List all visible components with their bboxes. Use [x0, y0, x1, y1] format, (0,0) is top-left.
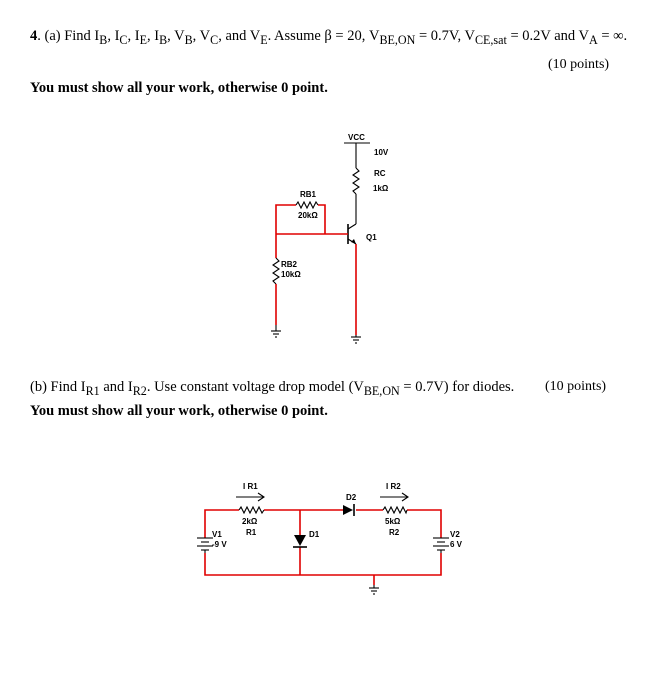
question-b: (b) Find $I_{R1}$ and $I_{R2}$. Use constant voltage drop model $(V_{BE,ON} = 0.7V)$ for diodes. [30, 379, 515, 398]
v2-value: 6 V [450, 540, 463, 549]
v1-battery [197, 538, 213, 553]
instruction-a: You must show all your work, otherwise 0 point. [30, 80, 328, 96]
q1-label: Q1 [366, 233, 377, 242]
d1-label: D1 [309, 530, 320, 539]
v1-value: -9 V [212, 540, 227, 549]
v2-label: V2 [450, 530, 460, 539]
ir2-arrow [380, 493, 408, 501]
ir1-arrow [236, 493, 264, 501]
question-number: 4 [30, 28, 38, 44]
d2-label: D2 [346, 493, 357, 502]
d2-diode [343, 504, 354, 516]
vcc-label: VCC [348, 133, 365, 142]
ground-b [369, 585, 379, 594]
question-a: 4. (a) Find $I_B$, $I_C$, $I_E$, $I_B$, $V_B$, $V_C$, and $V_E$. Assume β = 20, $V_{BE,ON} = 0.7V$, $V_{CE,sat} = 0.2V$ and $V_A$ = ∞. [30, 28, 628, 47]
instruction-b: You must show all your work, otherwise 0 point. [30, 403, 328, 419]
points-b: (10 points) [545, 379, 607, 394]
r1-value: 2kΩ [242, 517, 258, 526]
r2-resistor [383, 507, 407, 513]
r2-label: R2 [389, 528, 400, 537]
rc-value: 1kΩ [373, 184, 389, 193]
d1-diode [293, 535, 307, 547]
rc-label: RC [374, 169, 386, 178]
rb2-value: 10kΩ [281, 270, 301, 279]
r2-value: 5kΩ [385, 517, 401, 526]
rb1-label: RB1 [300, 190, 317, 199]
r1-label: R1 [246, 528, 257, 537]
points-a: (10 points) [548, 57, 610, 72]
ir1-label: I R1 [243, 482, 258, 491]
rb2-label: RB2 [281, 260, 298, 269]
rb1-value: 20kΩ [298, 211, 318, 220]
v1-label: V1 [212, 530, 222, 539]
r1-resistor [239, 507, 264, 513]
v2-battery [433, 538, 449, 553]
vcc-value: 10V [374, 148, 389, 157]
ir2-label: I R2 [386, 482, 401, 491]
